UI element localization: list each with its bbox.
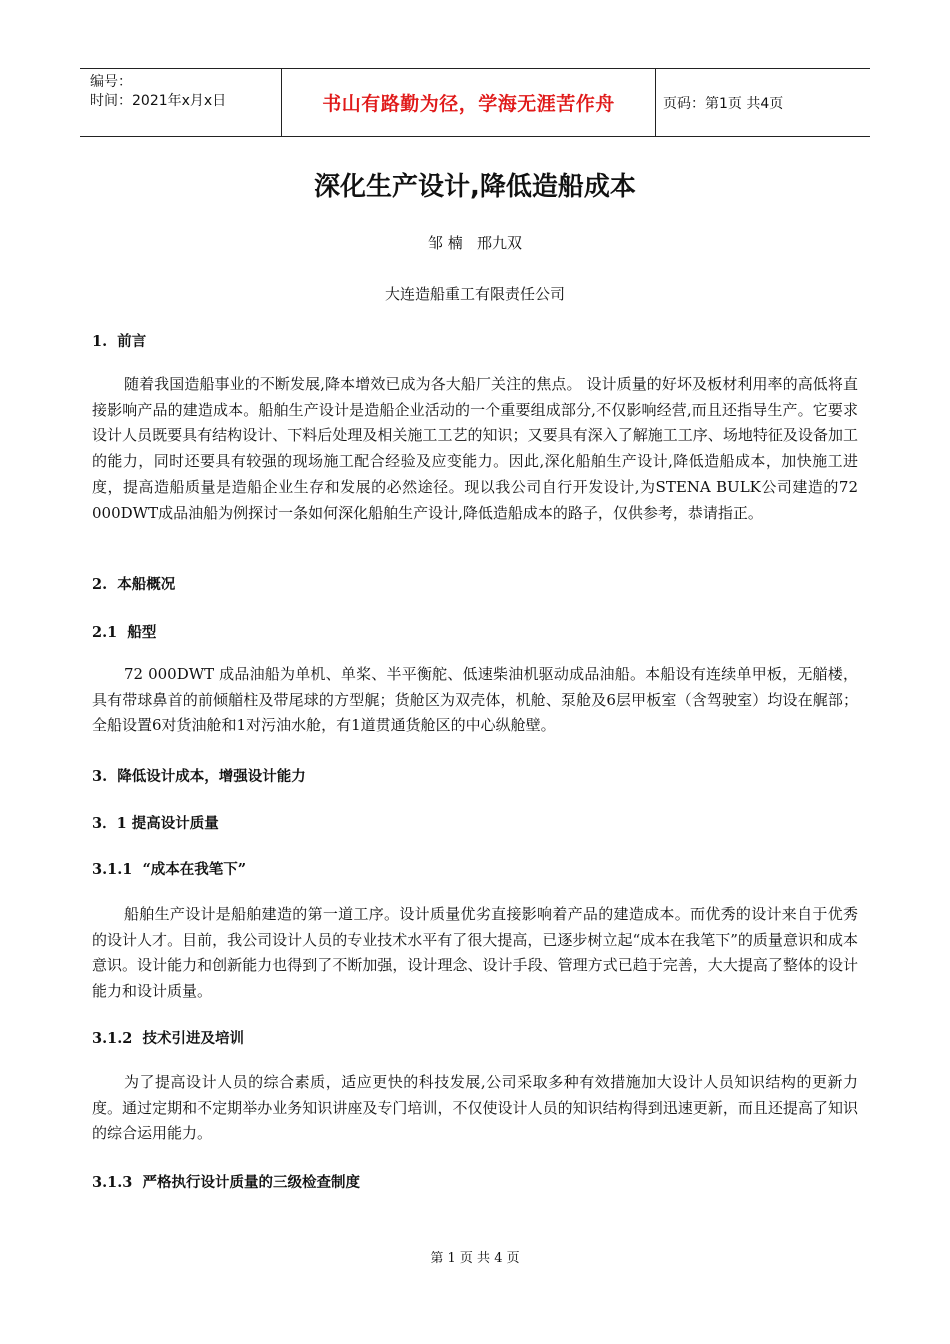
section-3-1-3-heading: 3.1.3 严格执行设计质量的三级检查制度 — [92, 1174, 360, 1191]
section-1-paragraph: 随着我国造船事业的不断发展,降本增效已成为各大船厂关注的焦点。 设计质量的好坏及板材利用率的高低将直接影响产品的建造成本。船舶生产设计是造船企业活动的一个重要组成部分,不仅影响经营,而且还指导生产。它要求设计人员既要具有结构设计、下料后处理及相关施工工艺的知识；又要具有深入了解施工工序、场地特征及设备加工的能力，同时还要具有较强的现场施工配合经验及应变能力。因此,深化船舶生产设计,降低造船成本，加快施工进度，提高造船质量是造船企业生存和发展的必然途径。现以我公司自行开发设计,为STENA BULK公司建造的72 000DWT成品油船为例探讨一条如何深化船舶生产设计,降低造船成本的路子，仅供参考，恭请指正。 — [92, 375, 858, 522]
header-motto: 书山有路勤为径，学海无涯苦作舟 — [281, 69, 656, 136]
section-1-heading: 1. 前言 — [92, 333, 147, 350]
header-page-label: 页码：第1页 共4页 — [663, 95, 784, 112]
document-title: 深化生产设计,降低造船成本 — [314, 172, 636, 202]
header-left-cell — [80, 69, 281, 136]
section-2-heading: 2. 本船概况 — [92, 576, 176, 593]
page-footer: 第 1 页 共 4 页 — [430, 1251, 520, 1266]
section-3-1-2-heading: 3.1.2 技术引进及培训 — [92, 1030, 244, 1047]
section-3-heading: 3. 降低设计成本，增强设计能力 — [92, 768, 306, 785]
section-2-1-paragraph: 72 000DWT 成品油船为单机、单桨、半平衡舵、低速柴油机驱动成品油船。本船设有连续单甲板，无艏楼，具有带球鼻首的前倾艏柱及带尾球的方型艉；货舱区为双壳体，机舱、泵舱及6层甲板室（含驾驶室）均设在艉部；全船设置6对货油舱和1对污油水舱，有1道贯通货舱区的中心纵舱壁。 — [92, 665, 858, 735]
section-3-1-2-paragraph: 为了提高设计人员的综合素质，适应更快的科技发展,公司采取多种有效措施加大设计人员知识结构的更新力度。通过定期和不定期举办业务知识讲座及专门培训，不仅使设计人员的知识结构得到迅速更新，而且还提高了知识的综合运用能力。 — [92, 1073, 858, 1143]
page-header — [80, 68, 870, 137]
time-label: 时间：2021年x月x日 — [90, 93, 227, 109]
section-3-1-1-paragraph: 船舶生产设计是船舶建造的第一道工序。设计质量优劣直接影响着产品的建造成本。而优秀的设计来自于优秀的设计人才。目前，我公司设计人员的专业技术水平有了很大提高，已逐步树立起“成本在我笔下”的质量意识和成本意识。设计能力和创新能力也得到了不断加强，设计理念、设计手段、管理方式已趋于完善，大大提高了整体的设计能力和设计质量。 — [92, 905, 858, 1001]
number-label: 编号： — [90, 74, 132, 90]
section-3-1-1-heading: 3.1.1 “成本在我笔下” — [92, 861, 247, 878]
section-3-1-heading: 3．1 提高设计质量 — [92, 815, 219, 832]
affiliation: 大连造船重工有限责任公司 — [384, 285, 565, 303]
authors: 邹 楠 邢九双 — [427, 234, 523, 252]
section-2-1-heading: 2.1 船型 — [92, 624, 157, 641]
